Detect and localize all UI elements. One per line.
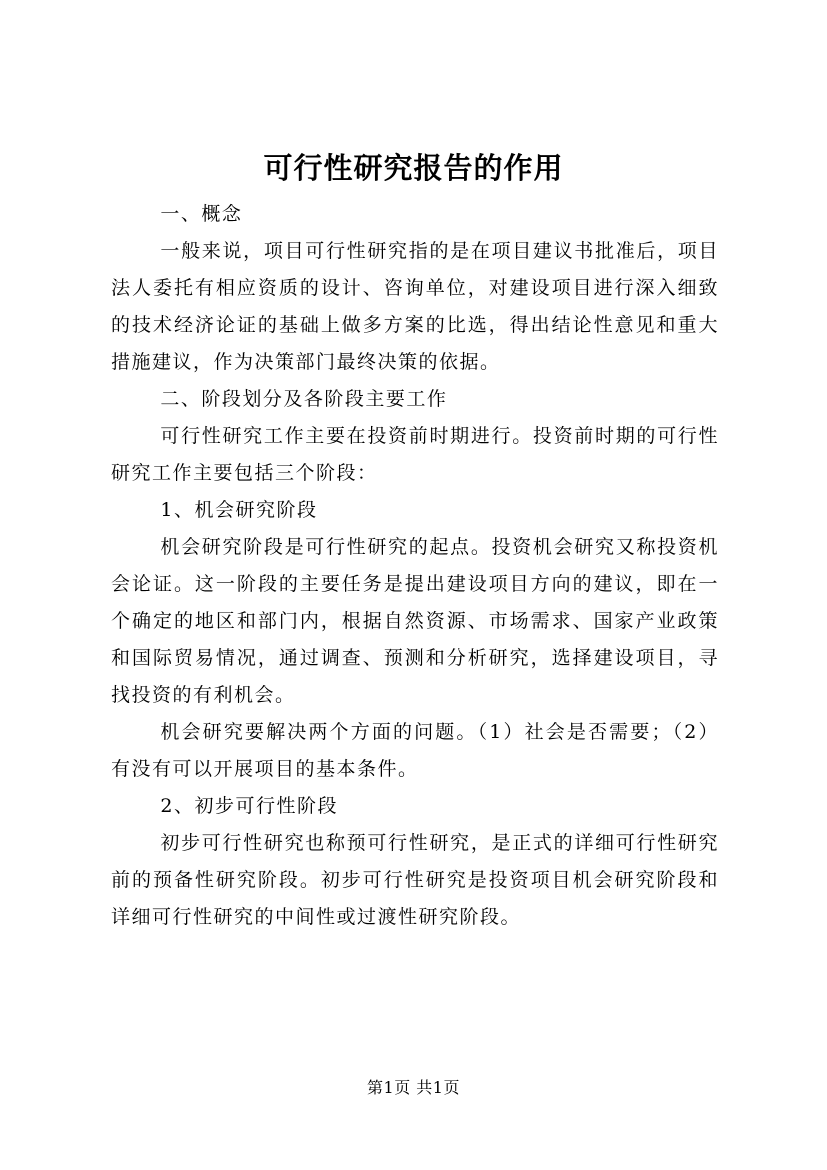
subsection-heading: 1、机会研究阶段 [160, 499, 318, 521]
paragraph: 机会研究阶段是可行性研究的起点。投资机会研究又称投资机会论证。这一阶段的主要任务是提出建设项目方向的建议，即在一个确定的地区和部门内，根据自然资源、市场需求、国家产业政策和国际贸易情况，通过调查、预测和分析研究，选择建设项目，寻找投资的有利机会。 [111, 536, 719, 706]
paragraph: 机会研究要解决两个方面的问题。（1）社会是否需要；（2）有没有可以开展项目的基本条件。 [111, 721, 719, 780]
paragraph: 可行性研究工作主要在投资前时期进行。投资前时期的可行性研究工作主要包括三个阶段： [111, 425, 719, 484]
page-footer: 第1页 共1页 [367, 1078, 460, 1097]
section-heading: 二、阶段划分及各阶段主要工作 [160, 388, 448, 410]
paragraph: 初步可行性研究也称预可行性研究，是正式的详细可行性研究前的预备性研究阶段。初步可行性研究是投资项目机会研究阶段和详细可行性研究的中间性或过渡性研究阶段。 [111, 832, 719, 928]
section-heading: 一、概念 [160, 203, 243, 225]
subsection-heading: 2、初步可行性阶段 [160, 795, 338, 817]
document-title: 可行性研究报告的作用 [263, 151, 564, 185]
paragraph: 一般来说，项目可行性研究指的是在项目建议书批准后，项目法人委托有相应资质的设计、咨询单位，对建设项目进行深入细致的技术经济论证的基础上做多方案的比选，得出结论性意见和重大措施建议，作为决策部门最终决策的依据。 [111, 240, 719, 373]
document-body [111, 196, 719, 936]
